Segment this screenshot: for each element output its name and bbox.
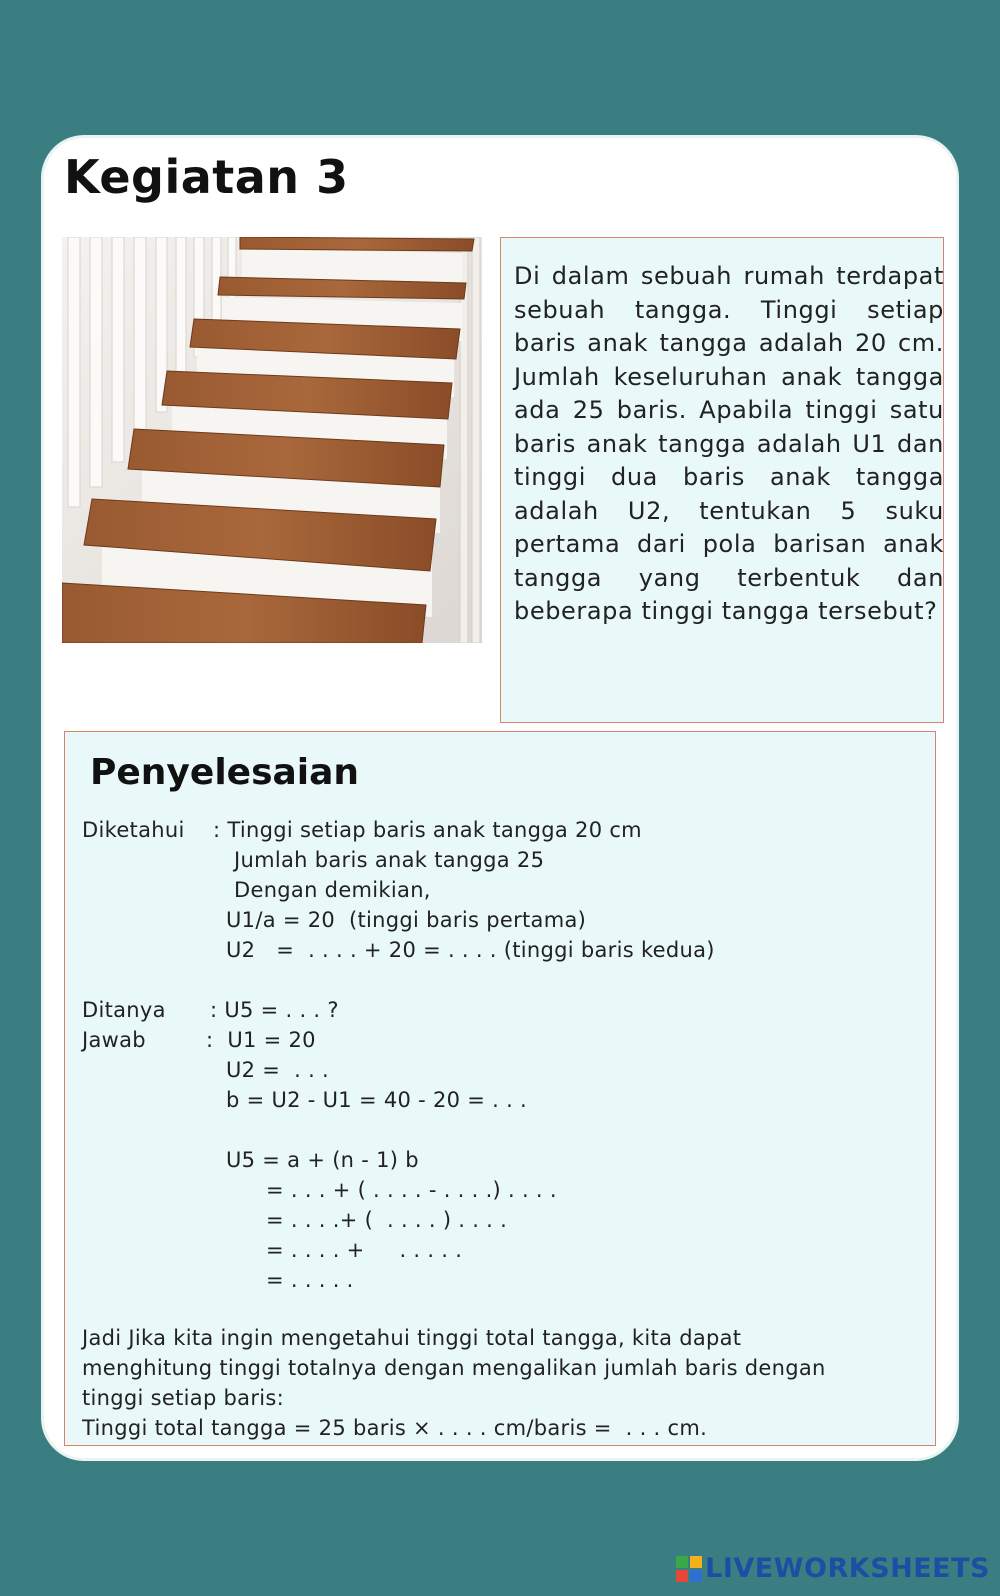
liveworksheets-logo-icon (676, 1556, 702, 1582)
staircase-photo (62, 237, 482, 643)
conclusion-line-3: tinggi setiap baris: (82, 1386, 285, 1410)
diketahui-label: Diketahui (82, 818, 185, 842)
ditanya-label: Ditanya (82, 998, 166, 1022)
ditanya-value: : U5 = . . . ? (210, 998, 339, 1022)
jawab-label: Jawab (82, 1028, 146, 1052)
brand-name: LIVEWORKSHEETS (705, 1553, 990, 1584)
formula-line-2: = . . . + ( . . . . - . . . .) . . . . (266, 1178, 557, 1202)
formula-line-4: = . . . . + . . . . . (266, 1238, 463, 1262)
jawab-line-1: : U1 = 20 (206, 1028, 316, 1052)
solution-title: Penyelesaian (90, 752, 360, 793)
problem-statement: Di dalam sebuah rumah terdapat sebuah tangga. Tinggi setiap baris anak tangga adalah 20 cm. Jumlah keseluruhan anak tangga ada 25 baris. Apabila tinggi satu baris anak tangga adalah U1 dan tinggi dua baris anak tangga adalah U2, tentukan 5 suku pertama dari pola barisan anak tangga yang terbentuk dan beberapa tinggi tangga tersebut? (514, 262, 944, 625)
formula-line-3: = . . . .+ ( . . . . ) . . . . (266, 1208, 508, 1232)
jawab-line-2: U2 = . . . (226, 1058, 330, 1082)
diketahui-line-5: U2 = . . . . + 20 = . . . . (tinggi baris kedua) (226, 938, 715, 962)
diketahui-line-1: : Tinggi setiap baris anak tangga 20 cm (213, 818, 642, 842)
diketahui-line-4: U1/a = 20 (tinggi baris pertama) (226, 908, 587, 932)
conclusion-line-1: Jadi Jika kita ingin mengetahui tinggi total tangga, kita dapat (82, 1326, 742, 1350)
formula-line-1: U5 = a + (n - 1) b (226, 1148, 419, 1172)
jawab-line-3: b = U2 - U1 = 40 - 20 = . . . (226, 1088, 528, 1112)
diketahui-line-3: Dengan demikian, (234, 878, 431, 902)
formula-line-5: = . . . . . (266, 1268, 354, 1292)
page-title: Kegiatan 3 (64, 150, 349, 204)
conclusion-line-4: Tinggi total tangga = 25 baris × . . . . cm/baris = . . . cm. (82, 1416, 708, 1440)
diketahui-line-2: Jumlah baris anak tangga 25 (234, 848, 545, 872)
liveworksheets-brand (676, 1553, 990, 1584)
conclusion-line-2: menghitung tinggi totalnya dengan mengalikan jumlah baris dengan (82, 1356, 826, 1380)
